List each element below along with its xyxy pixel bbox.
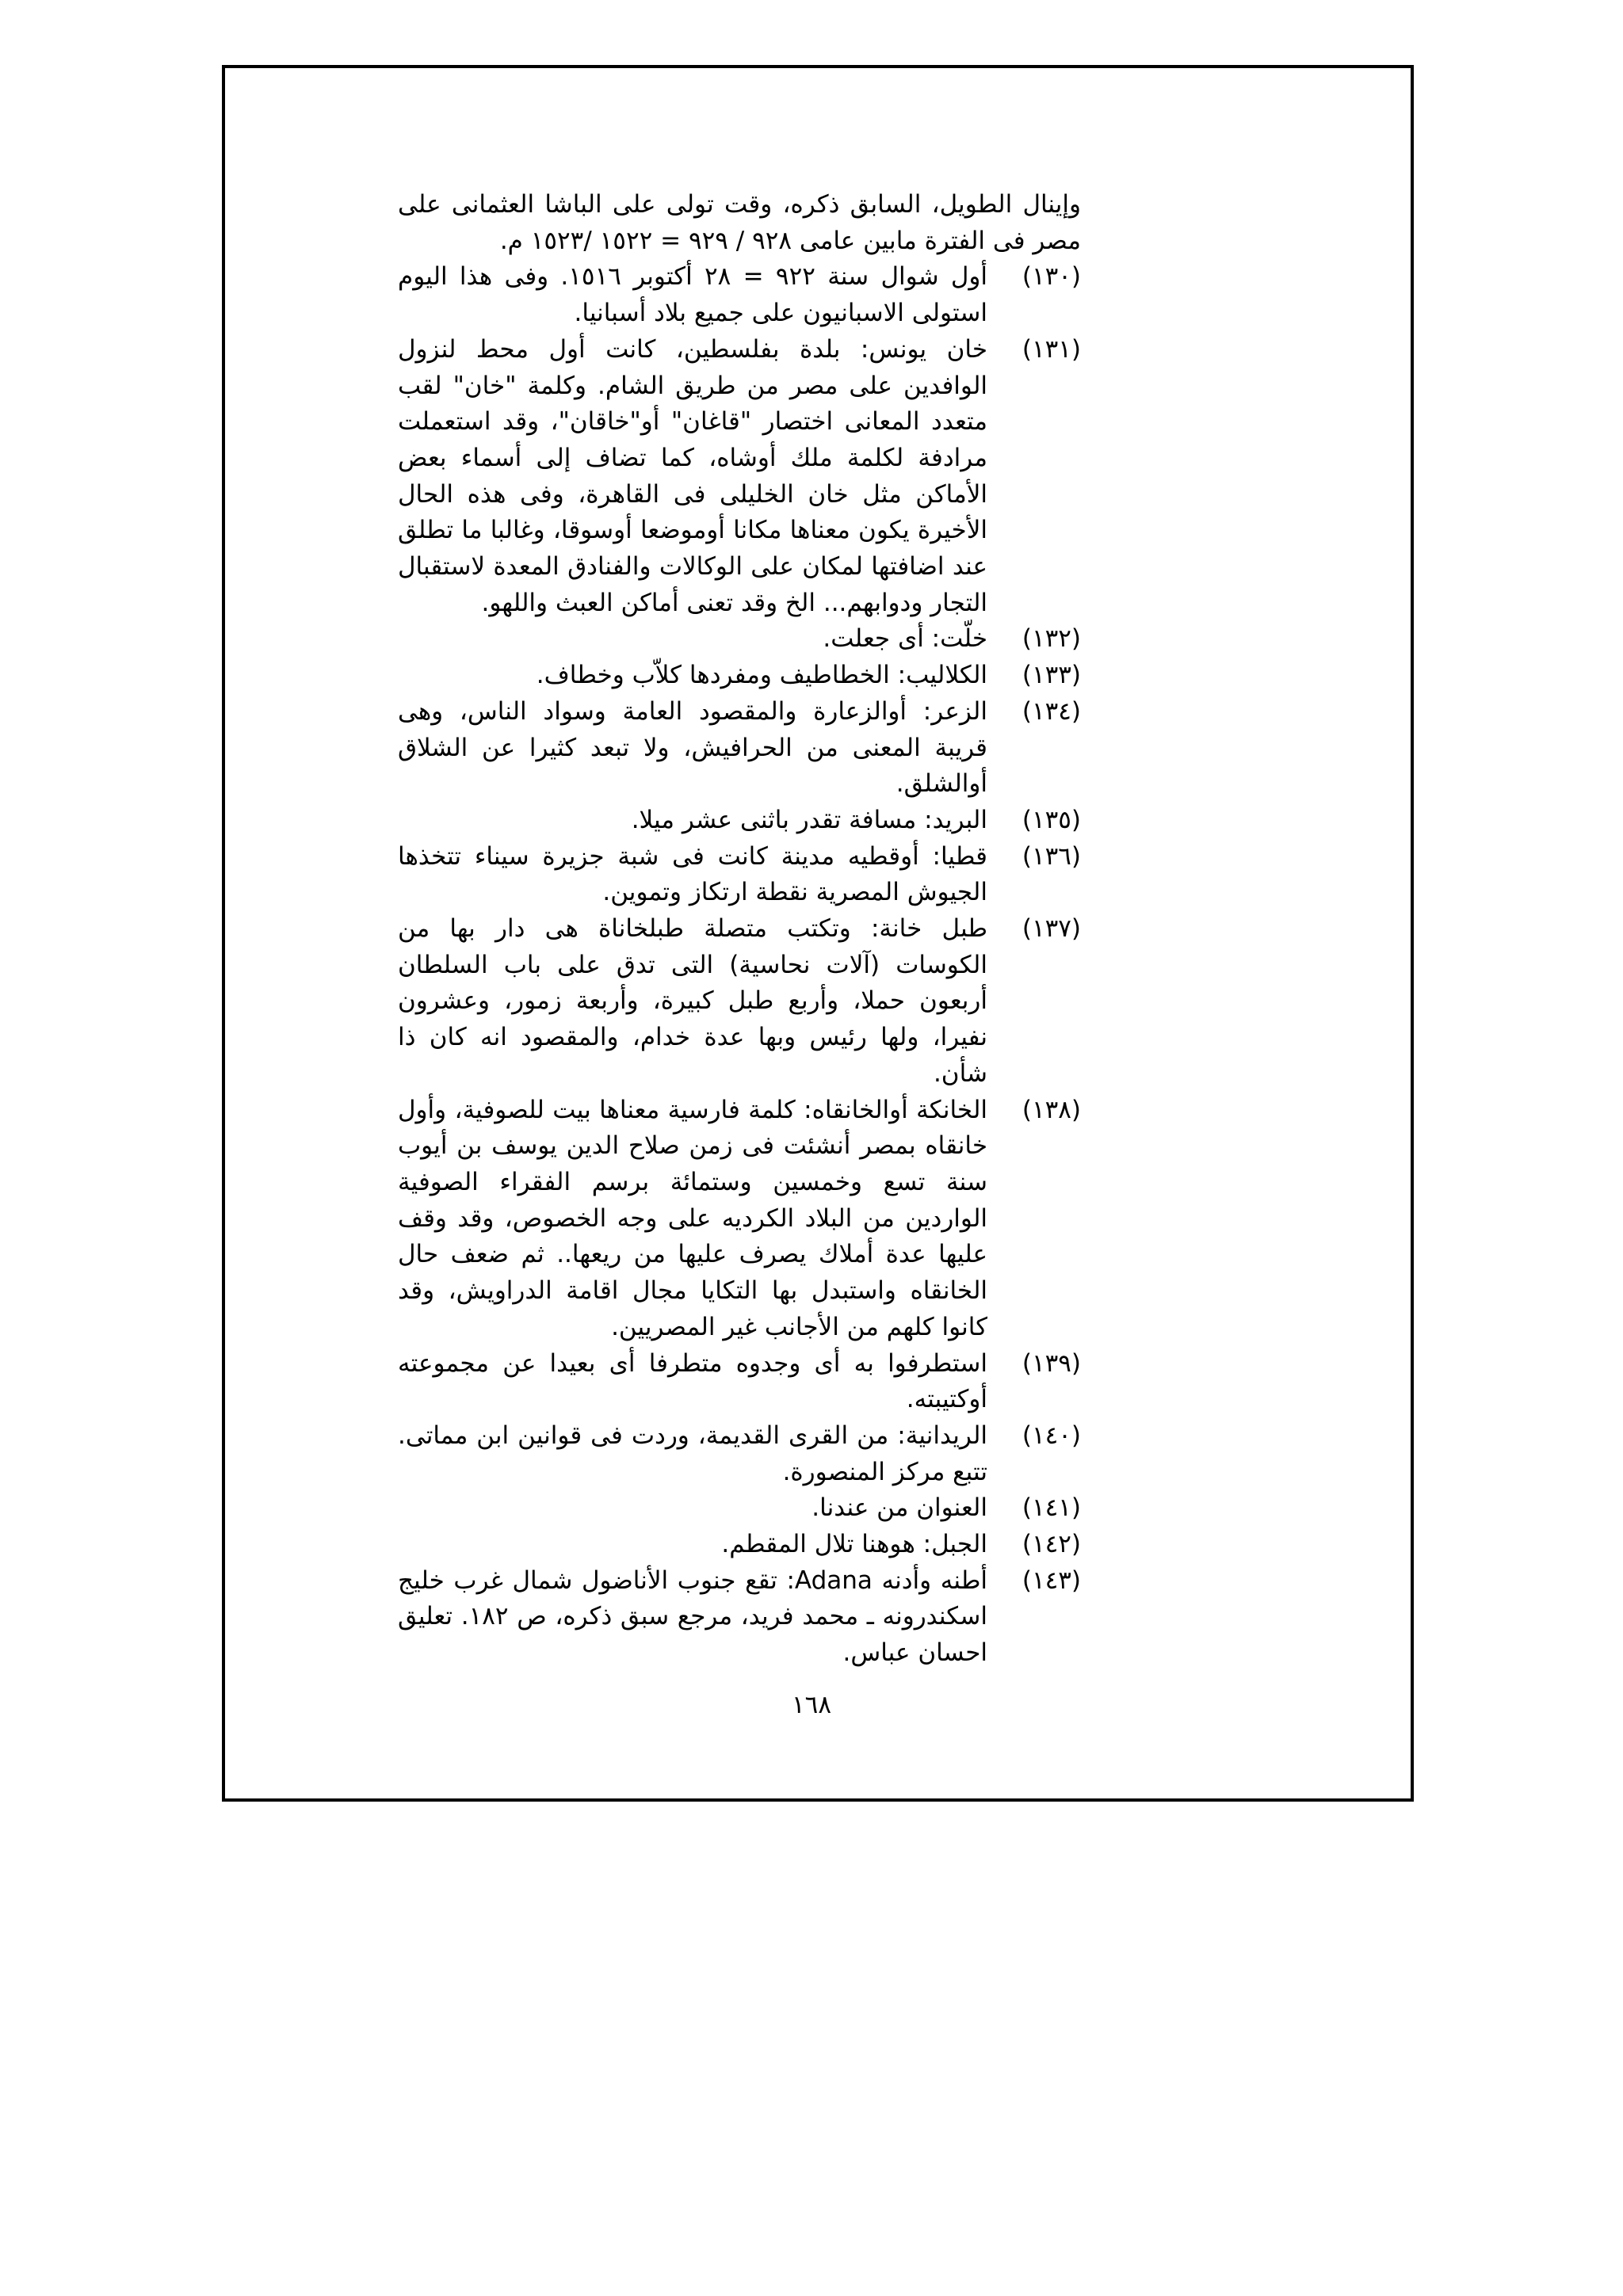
footnote-number: (١٣١) — [1022, 334, 1081, 364]
footnote-139 — [398, 1346, 1081, 1418]
page-number: ١٦٨ — [792, 1691, 831, 1719]
footnote-text: خان يونس: بلدة بفلسطين، كانت أول محط لنزول الوافدين على مصر من طريق الشام. وكلمة "خان" لقب متعدد المعانى اختصار "قاغان" أو"خاقان"، وقد استعملت مرادفة لكلمة ملك أوشاه، كما تضاف إلى أسماء بعض الأماكن مثل خان الخليلى فى القاهرة، وفى هذه الحال الأخيرة يكون معناها مكانا أوموضعا أوسوقا، وغالبا ما تطلق عند اضافتها لمكان على الوكالات والفنادق المعدة لاستقبال التجار ودوابهم... الخ وقد تعنى أماكن العبث واللهو. — [398, 334, 987, 617]
footnote-131 — [398, 332, 1081, 622]
footnote-number: (١٤٢) — [1022, 1530, 1081, 1559]
footnote-number: (١٣٢) — [1022, 624, 1081, 654]
footnote-text: الجبل: هوهنا تلال المقطم. — [721, 1530, 987, 1559]
footnote-143 — [398, 1563, 1081, 1672]
footnote-text: الزعر: أوالزعارة والمقصود العامة وسواد الناس، وهى قريبة المعنى من الحرافيش، ولا تبعد كثيرا عن الشلاق أوالشلق. — [398, 696, 987, 799]
footnote-number: (١٣٧) — [1022, 914, 1081, 944]
footnote-number: (١٤١) — [1022, 1493, 1081, 1523]
footnote-text: أول شوال سنة ٩٢٢ = ٢٨ أكتوبر ١٥١٦. وفى هذا اليوم استولى الاسبانيون على جميع بلاد أسبانيا. — [398, 262, 987, 328]
footnote-number: (١٣٥) — [1022, 805, 1081, 834]
footnote-140 — [398, 1418, 1081, 1490]
footnote-141 — [398, 1490, 1081, 1527]
footnote-text: الريدانية: من القرى القديمة، وردت فى قوانين ابن مماتى. تتبع مركز المنصورة. — [398, 1421, 987, 1486]
footnote-135 — [398, 803, 1081, 839]
footnote-number: (١٤٠) — [1022, 1421, 1081, 1450]
footnote-text: العنوان من عندنا. — [812, 1493, 987, 1523]
footnote-130 — [398, 259, 1081, 331]
footnote-number: (١٣٤) — [1022, 696, 1081, 726]
footnote-133 — [398, 658, 1081, 694]
footnote-text: الخانكة أوالخانقاه: كلمة فارسية معناها بيت للصوفية، وأول خانقاه بمصر أنشئت فى زمن صلاح الدين يوسف بن أيوب سنة تسع وخمسين وستمائة برسم الفقراء الصوفية الواردين من البلاد الكرديه على وجه الخصوص، وقد وقف عليها عدة أملاك يصرف عليها من ريعها.. ثم ضعف حال الخانقاه واستبدل بها التكايا مجال اقامة الدراويش، وقد كانوا كلهم من الأجانب غير المصريين. — [398, 1095, 987, 1341]
footnote-text: طبل خانة: وتكتب متصلة طبلخاناة هى دار بها من الكوسات (آلات نحاسية) التى تدق على باب السلطان أربعون حملا، وأربع طبل كبيرة، وأربعة زمور، وعشرون نفيرا، ولها رئيس وبها عدة خدام، والمقصود انه كان ذا شأن. — [398, 914, 987, 1088]
footnote-142 — [398, 1527, 1081, 1563]
footnote-text: قطيا: أوقطيه مدينة كانت فى شبة جزيرة سيناء تتخذها الجيوش المصرية نقطة ارتكاز وتموين. — [398, 841, 987, 907]
footnote-text: البريد: مسافة تقدر باثنى عشر ميلا. — [631, 805, 987, 834]
footnotes-body — [398, 187, 1081, 1672]
footnote-text: استطرفوا به أى وجدوه متطرفا أى بعيدا عن مجموعته أوكتيبته. — [398, 1348, 987, 1414]
intro-paragraph: وإينال الطويل، السابق ذكره، وقت تولى على الباشا العثمانى على مصر فى الفترة مابين عامى ٩٢٨ / ٩٢٩ = ١٥٢٢ /١٥٢٣ م. — [398, 190, 1081, 255]
footnote-number: (١٣٦) — [1022, 841, 1081, 871]
footnote-number: (١٤٣) — [1022, 1566, 1081, 1595]
footnote-134 — [398, 694, 1081, 803]
footnote-138 — [398, 1093, 1081, 1346]
footnote-text: أطنه وأدنه Adana: تقع جنوب الأناضول شمال غرب خليج اسكندرونه ـ محمد فريد، مرجع سبق ذكره، ص ١٨٢. تعليق احسان عباس. — [398, 1566, 987, 1668]
footnote-number: (١٣٣) — [1022, 661, 1081, 690]
footnote-text: خلّت: أى جعلت. — [823, 624, 987, 654]
footnote-number: (١٣٩) — [1022, 1348, 1081, 1378]
footnote-136 — [398, 839, 1081, 911]
footnote-number: (١٣٠) — [1022, 262, 1081, 292]
footnote-132 — [398, 621, 1081, 658]
footnote-number: (١٣٨) — [1022, 1095, 1081, 1124]
footnote-137 — [398, 911, 1081, 1093]
footnote-text: الكلاليب: الخطاطيف ومفردها كلاّب وخطاف. — [536, 661, 987, 690]
